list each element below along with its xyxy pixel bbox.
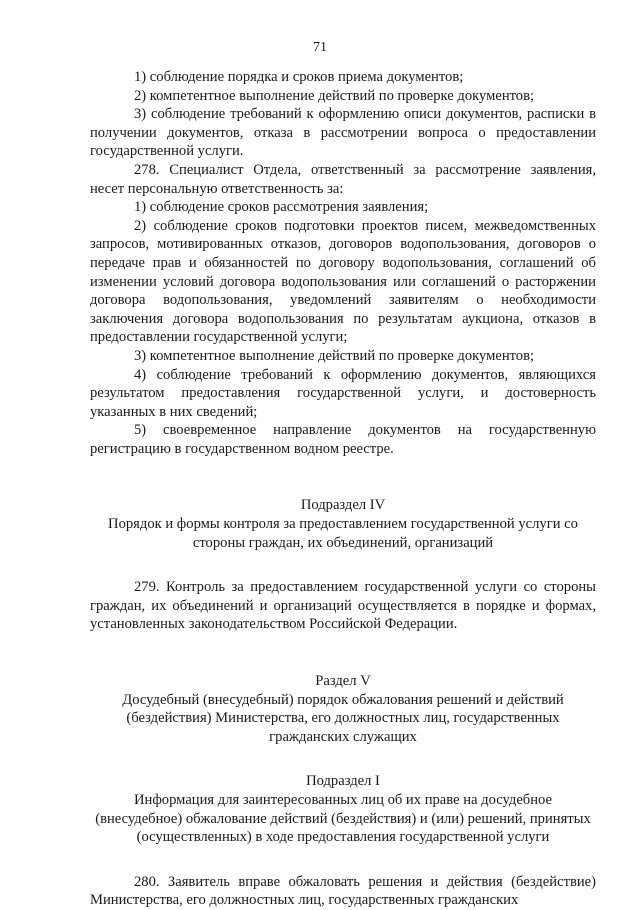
subsection-4-title: Порядок и формы контроля за предоставлением государственной услуги со стороны граждан, их объединений, организаций [108,516,578,551]
subsection-4-label: Подраздел IV [300,497,386,514]
list-item: 2) компетентное выполнение действий по проверке документов; [134,87,535,104]
spacer [90,552,596,578]
subsection-1-title: Информация для заинтересованных лиц об их праве на досудебное (внесудебное) обжалование действий (бездействия) и (или) решений, принятых (осуществленных) в ходе предоставления государственной услуги [95,792,591,846]
list-item: 3) компетентное выполнение действий по проверке документов; [134,347,535,364]
section-5-label: Раздел V [315,673,371,690]
list-item: 3) соблюдение требований к оформлению описи документов, расписки в получении документов, отказа в рассмотрении вопроса о предоставлении государственной услуги. [90,106,596,160]
spacer [90,634,596,672]
list-item: 1) соблюдение сроков рассмотрения заявления; [134,199,429,216]
list-item: 5) своевременное направление документов на государственную регистрацию в государственном водном реестре. [90,422,596,457]
paragraph-278-intro: 278. Специалист Отдела, ответственный за рассмотрение заявления, несет персональную ответственность за: [90,161,596,197]
paragraph-280: 280. Заявитель вправе обжаловать решения и действия (бездействие) Министерства, его должностных лиц, государственных гражданских [90,873,596,909]
paragraph-279: 279. Контроль за предоставлением государственной услуги со стороны граждан, их объединений и организаций осуществляется в порядке и формах, установленных законодательством Российской Федерации. [90,579,596,633]
list-item: 1) соблюдение порядка и сроков приема документов; [134,69,464,85]
spacer [90,847,596,873]
document-body [90,68,596,910]
subsection-1-label: Подраздел I [306,773,380,790]
spacer [90,458,596,496]
spacer [90,746,596,772]
list-item: 4) соблюдение требований к оформлению документов, являющихся результатом предоставления государственной услуги, и достоверность указанных в них сведений; [90,366,596,420]
section-5-title: Досудебный (внесудебный) порядок обжалования решений и действий (бездействия) Министерства, его должностных лиц, государственных гражданских служащих [122,691,564,745]
list-item: 2) соблюдение сроков подготовки проектов писем, межведомственных запросов, мотивированных отказов, договоров водопользования, договоров о передаче прав и обязанностей по договору водопользования, соглашений об изменении условий договора водопользования или соглашений о расторжении договора водопользования, уведомлений заявителям о необходимости заключения договора водопользования по результатам аукциона, отказов в предоставлении государственной услуги; [90,217,596,346]
page-number: 71 [313,40,327,55]
